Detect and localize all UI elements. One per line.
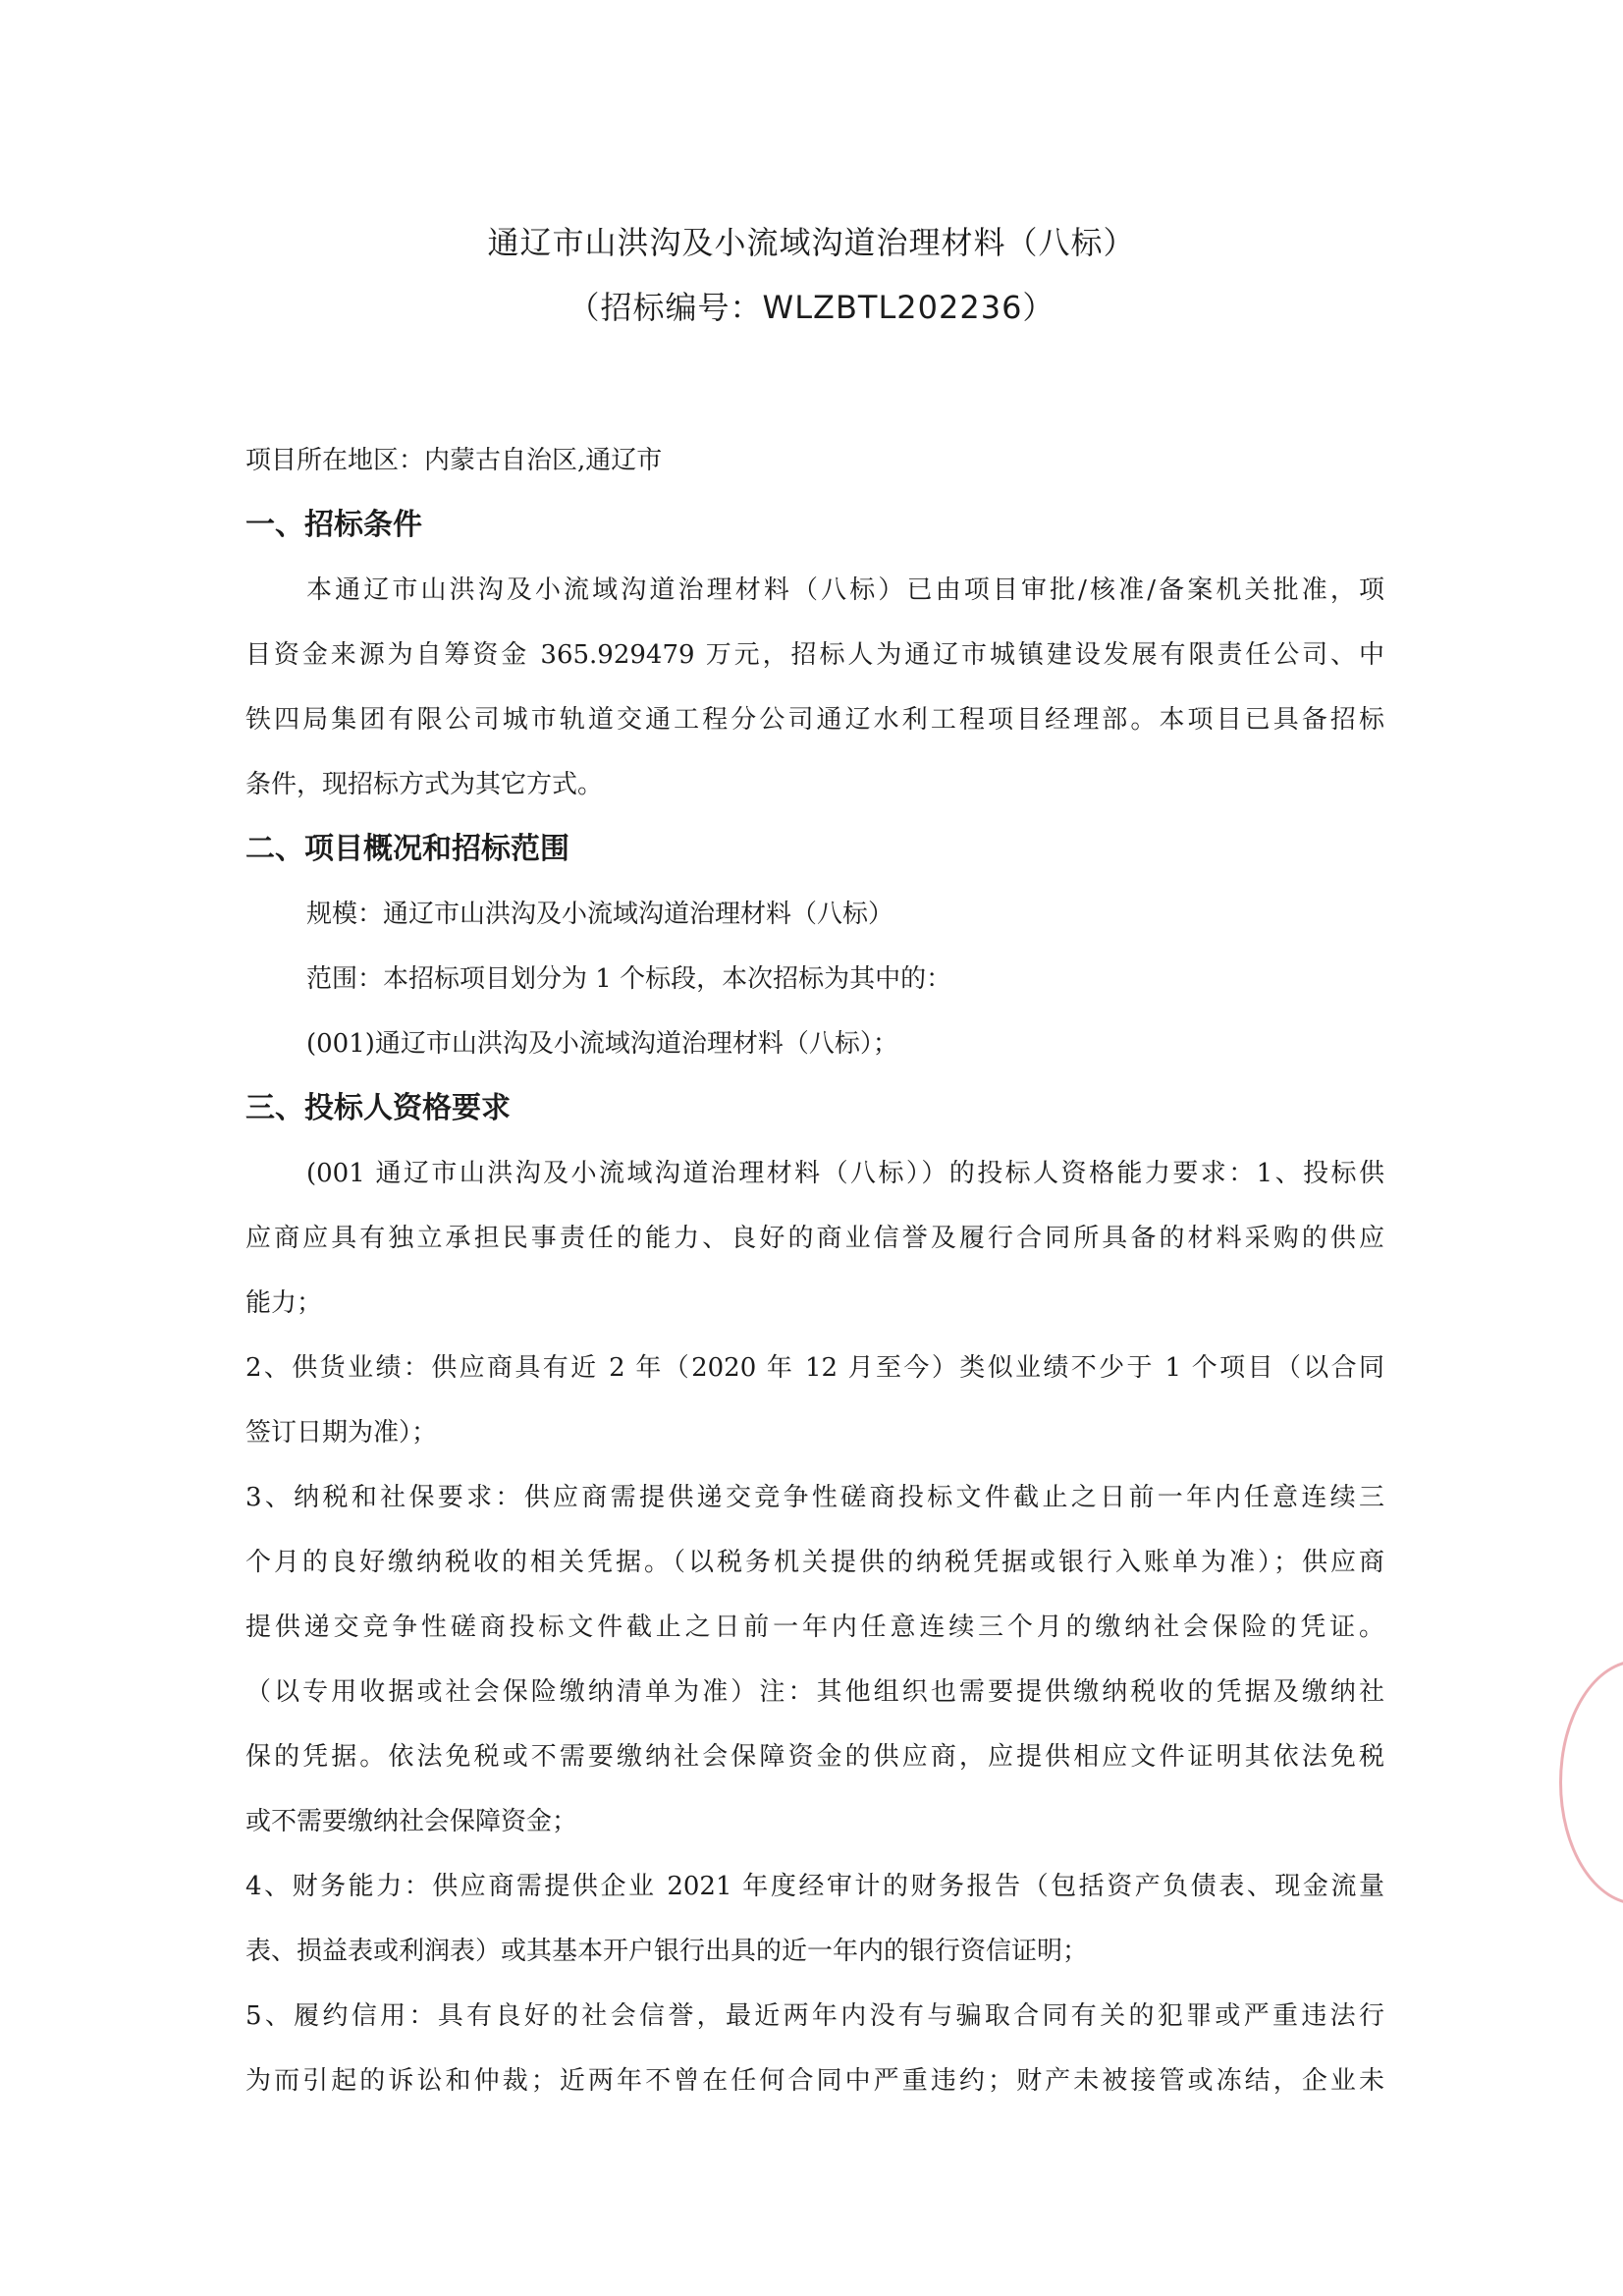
section-heading: 三、投标人资格要求 — [245, 1091, 511, 1125]
section-heading: 一、招标条件 — [245, 508, 422, 542]
paragraph-line: 表、损益表或利润表）或其基本开户银行出具的近一年内的银行资信证明； — [245, 1937, 1089, 1966]
paragraph-line: 5、履约信用：具有良好的社会信誉，最近两年内没有与骗取合同有关的犯罪或严重违法行 — [245, 2001, 1384, 2031]
paragraph-line: (001)通辽市山洪沟及小流域沟道治理材料（八标）； — [306, 1029, 898, 1059]
paragraph-line: 或不需要缴纳社会保障资金； — [245, 1807, 578, 1836]
paragraph-line: 应商应具有独立承担民事责任的能力、良好的商业信誉及履行合同所具备的材料采购的供应 — [245, 1224, 1384, 1253]
paragraph-line: 条件，现招标方式为其它方式。 — [245, 770, 604, 799]
document-body — [245, 428, 1384, 2113]
project-location: 项目所在地区：内蒙古自治区,通辽市 — [245, 446, 663, 475]
paragraph-line: 保的凭据。依法免税或不需要缴纳社会保障资金的供应商，应提供相应文件证明其依法免税 — [245, 1742, 1384, 1772]
paragraph-line: 个月的良好缴纳税收的相关凭据。（以税务机关提供的纳税凭据或银行入账单为准）；供应商 — [245, 1548, 1384, 1577]
paragraph-line: 提供递交竞争性磋商投标文件截止之日前一年内任意连续三个月的缴纳社会保险的凭证。 — [245, 1613, 1384, 1642]
paragraph-line: 签订日期为准）； — [245, 1418, 438, 1448]
paragraph-line: 范围：本招标项目划分为 1 个标段，本次招标为其中的： — [306, 964, 952, 994]
paragraph-line: 目资金来源为自筹资金 365.929479 万元，招标人为通辽市城镇建设发展有限责任公司、中 — [245, 640, 1384, 670]
section-heading: 二、项目概况和招标范围 — [245, 832, 569, 866]
official-seal-stamp — [1559, 1660, 1623, 1905]
document-title: 通辽市山洪沟及小流域沟道治理材料（八标） — [487, 224, 1136, 261]
paragraph-line: 4、财务能力：供应商需提供企业 2021 年度经审计的财务报告（包括资产负债表、现金流量 — [245, 1872, 1384, 1901]
paragraph-line: 为而引起的诉讼和仲裁；近两年不曾在任何合同中严重违约；财产未被接管或冻结，企业未 — [245, 2066, 1384, 2096]
paragraph-line: 规模：通辽市山洪沟及小流域沟道治理材料（八标） — [306, 900, 894, 929]
paragraph-line: 本通辽市山洪沟及小流域沟道治理材料（八标）已由项目审批/核准/备案机关批准，项 — [306, 575, 1384, 605]
paragraph-line: 3、纳税和社保要求：供应商需提供递交竞争性磋商投标文件截止之日前一年内任意连续三 — [245, 1483, 1384, 1512]
tender-number: （招标编号：WLZBTL202236） — [568, 289, 1055, 326]
paragraph-line: (001 通辽市山洪沟及小流域沟道治理材料（八标））的投标人资格能力要求：1、投标供 — [306, 1159, 1384, 1188]
paragraph-line: （以专用收据或社会保险缴纳清单为准）注：其他组织也需要提供缴纳税收的凭据及缴纳社 — [245, 1677, 1384, 1707]
paragraph-line: 2、供货业绩：供应商具有近 2 年（2020 年 12 月至今）类似业绩不少于 1 个项目（以合同 — [245, 1353, 1384, 1383]
paragraph-line: 能力； — [245, 1288, 323, 1318]
paragraph-line: 铁四局集团有限公司城市轨道交通工程分公司通辽水利工程项目经理部。本项目已具备招标 — [245, 705, 1384, 735]
